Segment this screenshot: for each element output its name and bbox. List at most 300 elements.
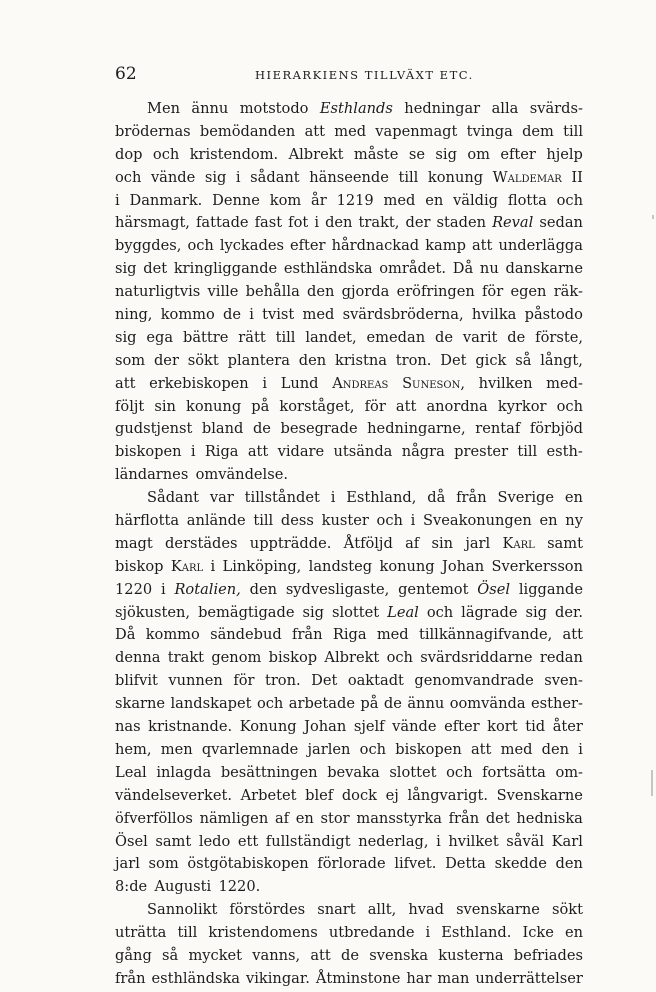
word: Albrekt — [288, 145, 344, 163]
word: egen — [510, 283, 547, 301]
text-line — [115, 98, 583, 121]
text-line — [115, 579, 583, 602]
word: behålla — [245, 283, 300, 301]
word: 1219 — [336, 191, 374, 209]
text-line — [115, 327, 583, 350]
word: ej — [385, 786, 399, 804]
word: vändelseverket. — [115, 786, 232, 804]
word: brödernas — [115, 122, 191, 140]
word: danskarne — [505, 260, 583, 278]
word: hvilket — [448, 832, 499, 850]
word: till — [253, 512, 274, 530]
word: sig — [525, 603, 548, 621]
word: dess — [280, 512, 314, 530]
word: härflotta — [115, 512, 180, 530]
word: staden — [436, 214, 486, 232]
text-line — [115, 144, 583, 167]
word: Rotalien, — [174, 580, 241, 598]
word: sökt — [187, 351, 219, 369]
word: landsteg — [308, 557, 373, 575]
word: förste, — [535, 328, 583, 346]
word: Då — [115, 626, 136, 644]
word: Augusti — [154, 878, 212, 896]
text-line — [115, 716, 583, 739]
word: kringliggande — [173, 260, 278, 278]
word: sändebud — [210, 626, 282, 644]
word: och — [359, 740, 387, 758]
text-line — [115, 670, 583, 693]
word: nederlag, — [358, 832, 429, 850]
word: landskapet — [170, 695, 252, 713]
word: följt — [115, 397, 145, 415]
text-line — [115, 487, 583, 510]
text-line — [115, 762, 583, 785]
word: ega — [146, 328, 174, 346]
word: dop — [115, 145, 143, 163]
word: naturligtvis — [115, 283, 201, 301]
word: konung — [379, 557, 435, 575]
word: hårdnackad — [331, 237, 420, 255]
word: på — [360, 695, 379, 713]
word: den — [249, 580, 277, 598]
text-line — [115, 190, 583, 213]
word: att — [471, 237, 493, 255]
word: qvarlemnade — [201, 740, 299, 758]
word: till — [563, 122, 583, 140]
word: biskopen — [395, 740, 462, 758]
word: hedniska — [516, 809, 583, 827]
word: och — [556, 191, 583, 209]
word: samt — [155, 832, 192, 850]
word: sjökusten, — [115, 603, 191, 621]
word: bemägtigade — [198, 603, 295, 621]
word: plantera — [227, 351, 290, 369]
word: härsmagt, — [115, 214, 190, 232]
word: från — [448, 809, 480, 827]
text-line — [115, 899, 583, 922]
word: derstädes — [165, 534, 238, 552]
word: hem, — [115, 740, 152, 758]
word: Andreas — [332, 374, 389, 392]
word: måste — [353, 145, 399, 163]
text-line — [115, 235, 583, 258]
word: 1220. — [218, 878, 261, 896]
word: Linköping, — [222, 557, 302, 575]
word: sjelf — [353, 718, 385, 736]
text-line — [115, 876, 583, 899]
word: sig — [115, 328, 137, 346]
word: att — [310, 946, 331, 964]
word: arbetade — [288, 695, 355, 713]
word: bemödanden — [199, 122, 296, 140]
word: i — [314, 214, 319, 232]
word: prester — [454, 443, 509, 461]
word: då — [427, 489, 446, 507]
word: motstodo — [239, 100, 309, 117]
word: befriades — [513, 946, 583, 964]
word: ännu — [191, 100, 229, 117]
body-text — [115, 98, 583, 991]
word: i — [210, 557, 216, 575]
word: rentaf — [475, 420, 521, 438]
word: och — [152, 145, 180, 163]
word: Karl — [502, 534, 535, 552]
word: fast — [254, 214, 283, 232]
word: de — [507, 328, 526, 346]
word: tron. — [395, 351, 432, 369]
word: Denne — [212, 191, 260, 209]
text-line — [115, 785, 583, 808]
word: i — [235, 168, 241, 186]
word: Lund — [280, 374, 319, 392]
word: snart — [317, 901, 356, 919]
scan-edge-mark — [652, 215, 654, 219]
text-line — [115, 373, 583, 396]
word: skedde — [494, 855, 547, 873]
word: i — [262, 374, 268, 392]
word: liggande — [518, 580, 583, 598]
word: biskopen — [115, 443, 182, 461]
word: Johan — [442, 557, 485, 575]
word: i — [425, 924, 431, 942]
word: Leal — [387, 603, 419, 621]
word: de — [341, 946, 359, 964]
word: i — [249, 306, 254, 324]
text-line — [115, 121, 583, 144]
word: sig — [115, 260, 137, 278]
word: Esthland. — [441, 924, 512, 942]
word: genom — [211, 649, 262, 667]
word: väldig — [453, 191, 499, 209]
word: sökt — [551, 901, 583, 919]
word: byggdes, — [115, 237, 182, 255]
word: tillståndet — [244, 489, 320, 507]
word: hvilka — [471, 306, 517, 324]
word: de — [383, 695, 402, 713]
word: 8:de — [115, 878, 148, 896]
word: emedan — [366, 328, 426, 346]
word: kusterna — [438, 946, 504, 964]
word: kommo — [160, 306, 215, 324]
word: de — [252, 420, 271, 438]
word: utbredande — [328, 924, 415, 942]
word: sydvesligaste, — [285, 580, 390, 598]
word: östgötabiskopen — [187, 855, 309, 873]
word: kort — [487, 718, 518, 736]
word: i — [330, 489, 336, 507]
word: efter — [444, 718, 480, 736]
word: att — [304, 122, 325, 140]
text-line — [115, 853, 583, 876]
word: sig — [302, 603, 324, 621]
word: kristendomens — [208, 924, 318, 942]
word: lifvet. — [394, 855, 437, 873]
word: på — [251, 397, 270, 415]
word: gick — [475, 351, 507, 369]
word: allt, — [367, 901, 397, 919]
word: kommo — [145, 626, 200, 644]
word: esthländska — [283, 260, 373, 278]
word: af — [405, 534, 420, 552]
word: vände — [150, 168, 196, 186]
word: tron. — [264, 672, 301, 690]
word: hvad — [408, 901, 444, 919]
word: att — [247, 443, 269, 461]
word: fattade — [196, 214, 249, 232]
word: anlände — [186, 512, 246, 530]
word: hedningar — [404, 100, 481, 117]
word: gång — [115, 946, 152, 964]
word: Åtminstone — [315, 969, 401, 987]
word: öfverföllos — [115, 809, 193, 827]
word: Riga — [204, 443, 239, 461]
word: bättre — [183, 328, 229, 346]
text-line — [115, 602, 583, 625]
word: gudstjenst — [115, 420, 193, 438]
word: Suneson, — [402, 374, 465, 392]
word: Åtföljd — [343, 534, 393, 552]
word: Sverkersson — [491, 557, 583, 575]
word: tvinga — [466, 122, 513, 140]
word: vapenmagt — [375, 122, 458, 140]
word: flotta — [507, 191, 547, 209]
word: Waldemar — [492, 168, 562, 186]
word: Ösel — [477, 580, 511, 598]
word: och — [187, 237, 214, 255]
text-line — [115, 167, 583, 190]
word: lyckades — [219, 237, 284, 255]
word: i — [578, 740, 583, 758]
running-title: HIERARKIENS TILLVÄXT ETC. — [255, 68, 474, 82]
page-number: 62 — [115, 64, 137, 84]
text-line — [115, 258, 583, 281]
word: svenska — [369, 946, 429, 964]
word: underlägga — [498, 237, 583, 255]
word: erkebiskopen — [149, 374, 249, 392]
word: landet, — [305, 328, 357, 346]
text-line — [115, 418, 583, 441]
word: nämligen — [199, 809, 269, 827]
word: Danmark. — [129, 191, 203, 209]
word: de — [223, 306, 241, 324]
word: till — [177, 924, 198, 942]
text-line — [115, 441, 583, 464]
text-line — [115, 739, 583, 762]
word: ny — [565, 512, 583, 530]
word: förbjöd — [529, 420, 583, 438]
word: var — [209, 489, 234, 507]
word: Konung — [239, 718, 297, 736]
word: Sannolikt — [147, 901, 218, 919]
text-line — [115, 647, 583, 670]
word: sig — [204, 168, 227, 186]
running-header — [115, 62, 583, 86]
word: om — [467, 145, 490, 163]
word: Sverige — [497, 489, 554, 507]
word: jarlen — [307, 740, 351, 758]
word: gentemot — [398, 580, 469, 598]
word: hvilken — [478, 374, 533, 392]
word: svärdsbröderna, — [342, 306, 464, 324]
word: den — [307, 283, 335, 301]
word: i — [160, 580, 166, 598]
word: Reval — [492, 214, 534, 232]
word: man — [437, 969, 470, 987]
word: Karl — [551, 832, 583, 850]
word: till — [398, 168, 419, 186]
text-line — [115, 624, 583, 647]
word: räk- — [553, 283, 583, 301]
word: att — [115, 374, 136, 392]
word: se — [408, 145, 425, 163]
word: ledo — [198, 832, 231, 850]
word: Johan — [304, 718, 347, 736]
word: vunnen — [168, 672, 223, 690]
word: ville — [207, 283, 239, 301]
word: ning, — [115, 306, 153, 324]
word: 1220 — [115, 580, 153, 598]
word: och — [256, 695, 284, 713]
word: anordna — [426, 397, 488, 415]
text-line — [115, 831, 583, 854]
word: sin — [431, 534, 454, 552]
text-line — [115, 533, 583, 556]
word: hedningarne, — [367, 420, 466, 438]
word: jarl — [115, 855, 140, 873]
word: sin — [154, 397, 176, 415]
word: redan — [539, 649, 583, 667]
word: ett — [237, 832, 259, 850]
word: svärdsriddarne — [420, 649, 533, 667]
word: med — [376, 626, 409, 644]
word: den — [555, 855, 583, 873]
text-line — [115, 510, 583, 533]
word: kyrkor — [497, 397, 547, 415]
word: i — [436, 832, 441, 850]
word: uträtta — [115, 924, 167, 942]
word: att — [562, 626, 583, 644]
word: biskop — [115, 557, 164, 575]
word: för — [233, 672, 255, 690]
word: en — [539, 512, 558, 530]
word: konung — [186, 397, 242, 415]
word: blifvit — [115, 672, 158, 690]
word: nu — [479, 260, 499, 278]
word: en — [425, 191, 444, 209]
word: esther- — [530, 695, 583, 713]
text-line — [115, 556, 583, 579]
word: magt — [115, 534, 153, 552]
word: Riga — [332, 626, 367, 644]
word: II — [571, 168, 583, 186]
word: förstördes — [229, 901, 306, 919]
text-line — [115, 350, 583, 373]
word: biskop — [268, 649, 318, 667]
word: slottet — [331, 603, 380, 621]
word: korståget, — [279, 397, 355, 415]
word: af — [274, 809, 290, 827]
word: och — [556, 397, 583, 415]
word: der — [405, 214, 431, 232]
word: med — [334, 122, 367, 140]
word: efter — [500, 145, 536, 163]
word: och — [376, 512, 403, 530]
word: med — [383, 191, 416, 209]
word: Det — [440, 351, 467, 369]
word: och — [386, 649, 413, 667]
word: med- — [546, 374, 583, 392]
word: jarl — [465, 534, 491, 552]
word: utsända — [333, 443, 393, 461]
word: till — [275, 328, 296, 346]
word: genomvandrade — [414, 672, 534, 690]
word: påstodo — [524, 306, 583, 324]
word: och — [446, 763, 473, 781]
word: trakt, — [358, 214, 400, 232]
word: långvarigt. — [407, 786, 488, 804]
word: dock — [341, 786, 377, 804]
word: oomvända — [449, 695, 526, 713]
word: Esthland, — [346, 489, 417, 507]
word: en — [564, 924, 583, 942]
word: kuster — [321, 512, 369, 530]
word: tillkännagifvande, — [418, 626, 553, 644]
word: Men — [147, 100, 180, 117]
word: denna — [115, 649, 161, 667]
text-line — [115, 281, 583, 304]
word: kristnande. — [148, 718, 233, 736]
word: det — [143, 260, 168, 278]
word: esth- — [546, 443, 583, 461]
word: trakt — [167, 649, 205, 667]
word: Karl — [170, 557, 204, 575]
word: konung — [427, 168, 484, 186]
word: så — [515, 351, 532, 369]
word: der — [153, 351, 179, 369]
word: så — [162, 946, 179, 964]
word: för — [482, 283, 504, 301]
word: den — [298, 351, 327, 369]
word: sedan — [539, 214, 583, 232]
word: svenskarne — [456, 901, 540, 919]
word: mansstyrka — [356, 809, 442, 827]
word: vidare — [277, 443, 325, 461]
word: till — [517, 443, 538, 461]
word: Arbetet — [240, 786, 297, 804]
word: Icke — [522, 924, 554, 942]
word: Leal — [115, 763, 147, 781]
word: de — [435, 328, 453, 346]
word: kom — [269, 191, 302, 209]
word: vände — [392, 718, 437, 736]
word: i — [410, 512, 416, 530]
word: efter — [290, 237, 326, 255]
word: lägrade — [461, 603, 518, 621]
word: fot — [288, 214, 309, 232]
text-line — [115, 808, 583, 831]
word: underrättelser — [475, 969, 583, 987]
word: fullständigt — [265, 832, 351, 850]
text-line — [115, 212, 583, 235]
word: varit — [462, 328, 498, 346]
word: omvändelse. — [195, 466, 288, 484]
word: från — [115, 969, 146, 987]
text-line — [115, 396, 583, 419]
word: som — [115, 351, 146, 369]
word: en — [564, 489, 583, 507]
word: i — [115, 191, 120, 209]
word: förlorade — [317, 855, 386, 873]
